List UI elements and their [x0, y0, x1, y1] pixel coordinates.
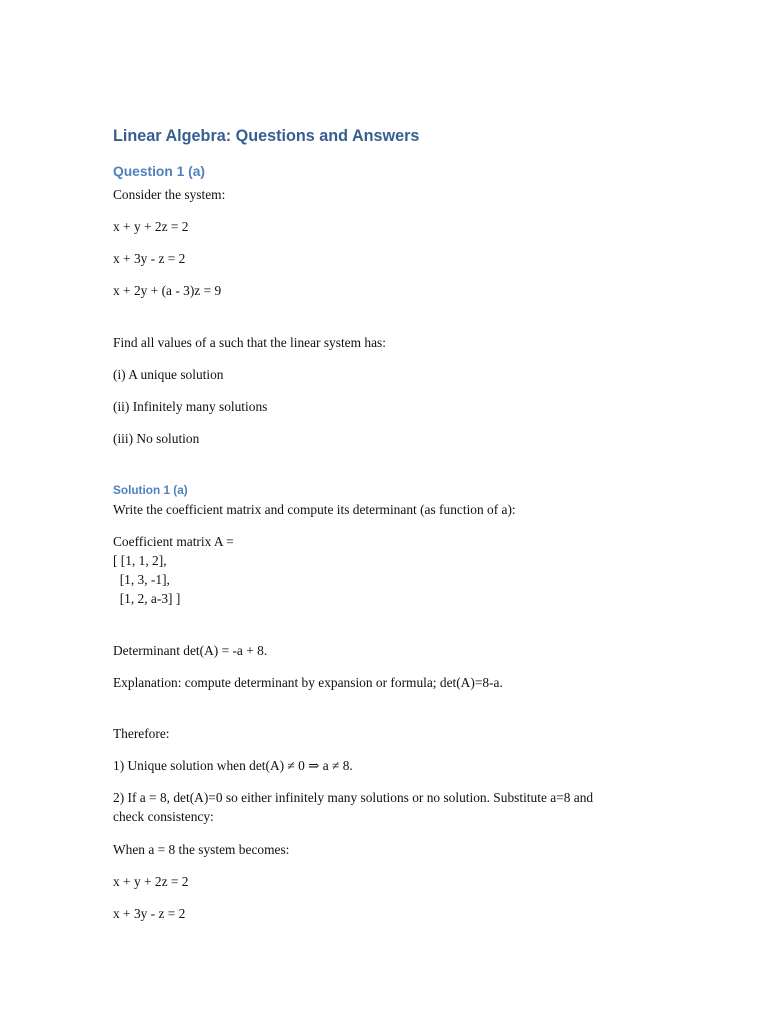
point-2-line-1: 2) If a = 8, det(A)=0 so either infinitely many solutions or no solution. Substitute a=8 and: [113, 790, 594, 805]
a8-equation-2: x + 3y - z = 2: [113, 906, 186, 921]
determinant-text: Determinant det(A) = -a + 8.: [113, 643, 268, 658]
intro-text: Consider the system:: [113, 187, 226, 202]
matrix-row-1: [ [1, 1, 2],: [113, 553, 167, 568]
solution-intro: Write the coefficient matrix and compute its determinant (as function of a):: [113, 502, 516, 517]
point-2-line-2: check consistency:: [113, 809, 214, 824]
when-a8-text: When a = 8 the system becomes:: [113, 842, 290, 857]
point-1-text: 1) Unique solution when det(A) ≠ 0 ⇒ a ≠ 8.: [113, 758, 353, 773]
case-unique: (i) A unique solution: [113, 367, 224, 382]
solution-heading: Solution 1 (a): [113, 483, 188, 497]
therefore-text: Therefore:: [113, 726, 170, 741]
matrix-row-3: [1, 2, a-3] ]: [113, 591, 181, 606]
equation-2: x + 3y - z = 2: [113, 251, 186, 266]
matrix-row-2: [1, 3, -1],: [113, 572, 170, 587]
explanation-text: Explanation: compute determinant by expansion or formula; det(A)=8-a.: [113, 675, 503, 690]
prompt-text: Find all values of a such that the linear system has:: [113, 335, 386, 350]
document-title: Linear Algebra: Questions and Answers: [113, 127, 420, 145]
matrix-label: Coefficient matrix A =: [113, 534, 234, 549]
question-heading: Question 1 (a): [113, 164, 205, 179]
equation-3: x + 2y + (a - 3)z = 9: [113, 283, 222, 298]
case-none: (iii) No solution: [113, 431, 200, 446]
case-infinite: (ii) Infinitely many solutions: [113, 399, 268, 414]
a8-equation-1: x + y + 2z = 2: [113, 874, 189, 889]
equation-1: x + y + 2z = 2: [113, 219, 189, 234]
